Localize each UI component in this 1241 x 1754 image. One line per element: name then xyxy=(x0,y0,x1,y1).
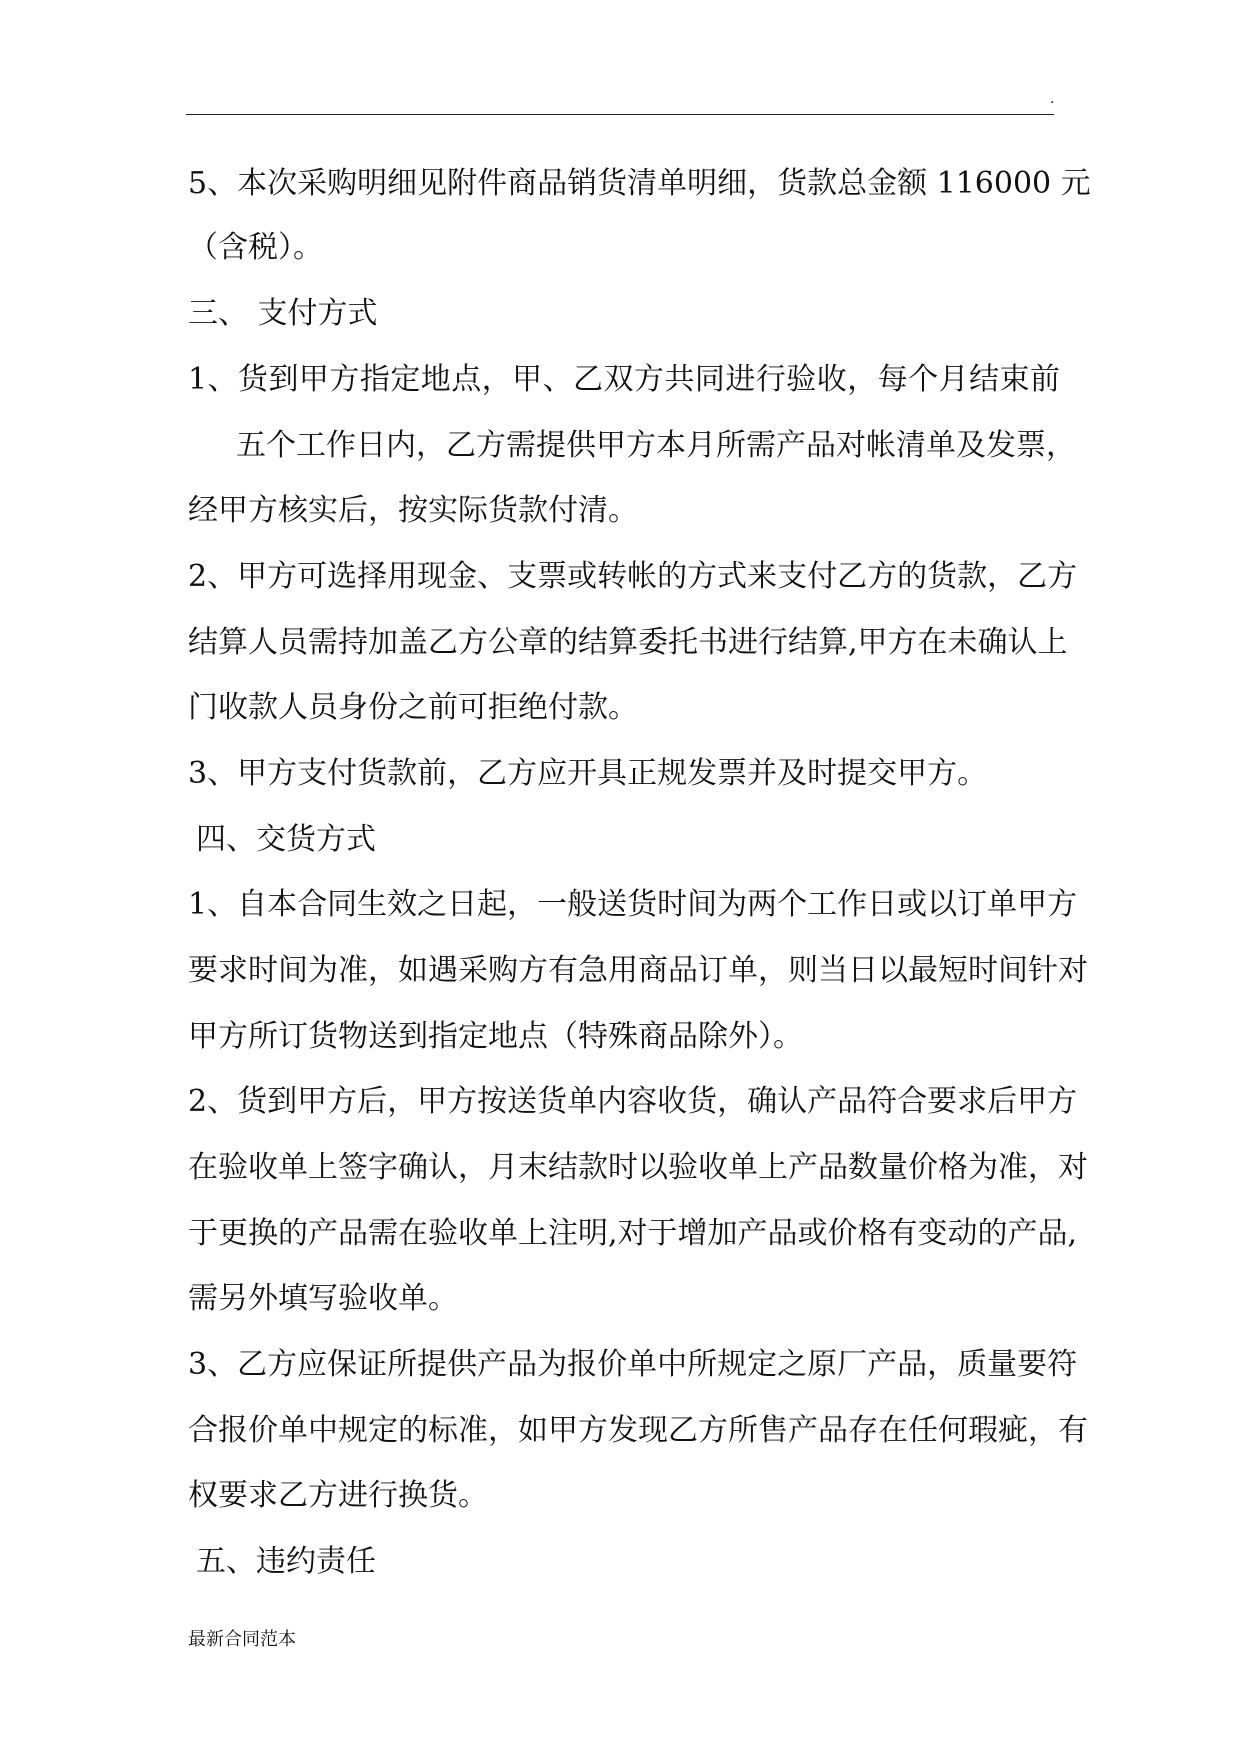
header-mark: . xyxy=(1050,91,1055,107)
paragraph-line: 门收款人员身份之前可拒绝付款。 xyxy=(188,690,638,725)
paragraph-line: 于更换的产品需在验收单上注明,对于增加产品或价格有变动的产品, xyxy=(188,1216,1078,1251)
paragraph-line: 权要求乙方进行换货。 xyxy=(188,1478,488,1513)
section-heading: 四、交货方式 xyxy=(196,822,376,857)
paragraph-line: 1、自本合同生效之日起，一般送货时间为两个工作日或以订单甲方 xyxy=(188,887,1078,922)
paragraph-line: 3、乙方应保证所提供产品为报价单中所规定之原厂产品，质量要符 xyxy=(188,1347,1078,1382)
paragraph-line: 3、甲方支付货款前，乙方应开具正规发票并及时提交甲方。 xyxy=(188,756,988,791)
paragraph-line: 需另外填写验收单。 xyxy=(188,1281,458,1316)
paragraph-line: 甲方所订货物送到指定地点（特殊商品除外）。 xyxy=(188,1019,803,1054)
paragraph-line: 经甲方核实后，按实际货款付清。 xyxy=(188,493,638,528)
paragraph-line: 结算人员需持加盖乙方公章的结算委托书进行结算,甲方在未确认上 xyxy=(188,625,1068,660)
section-heading: 五、违约责任 xyxy=(196,1544,376,1579)
paragraph-line: 要求时间为准，如遇采购方有急用商品订单，则当日以最短时间针对 xyxy=(188,953,1088,988)
page-footer: 最新合同范本 xyxy=(188,1629,296,1650)
paragraph-line: 5、本次采购明细见附件商品销货清单明细，货款总金额 116000 元 xyxy=(188,166,1091,201)
section-heading: 三、 支付方式 xyxy=(188,296,378,331)
paragraph-line: 合报价单中规定的标准，如甲方发现乙方所售产品存在任何瑕疵，有 xyxy=(188,1413,1088,1448)
paragraph-line: 1、货到甲方指定地点，甲、乙双方共同进行验收，每个月结束前 xyxy=(188,362,1060,397)
paragraph-line: 在验收单上签字确认，月末结款时以验收单上产品数量价格为准，对 xyxy=(188,1150,1088,1185)
paragraph-line: 2、甲方可选择用现金、支票或转帐的方式来支付乙方的货款，乙方 xyxy=(188,559,1078,594)
header-rule xyxy=(186,114,1054,115)
paragraph-line: 2、货到甲方后，甲方按送货单内容收货，确认产品符合要求后甲方 xyxy=(188,1084,1078,1119)
paragraph-line: 五个工作日内，乙方需提供甲方本月所需产品对帐清单及发票， xyxy=(236,428,1076,463)
paragraph-line: （含税）。 xyxy=(188,230,323,265)
